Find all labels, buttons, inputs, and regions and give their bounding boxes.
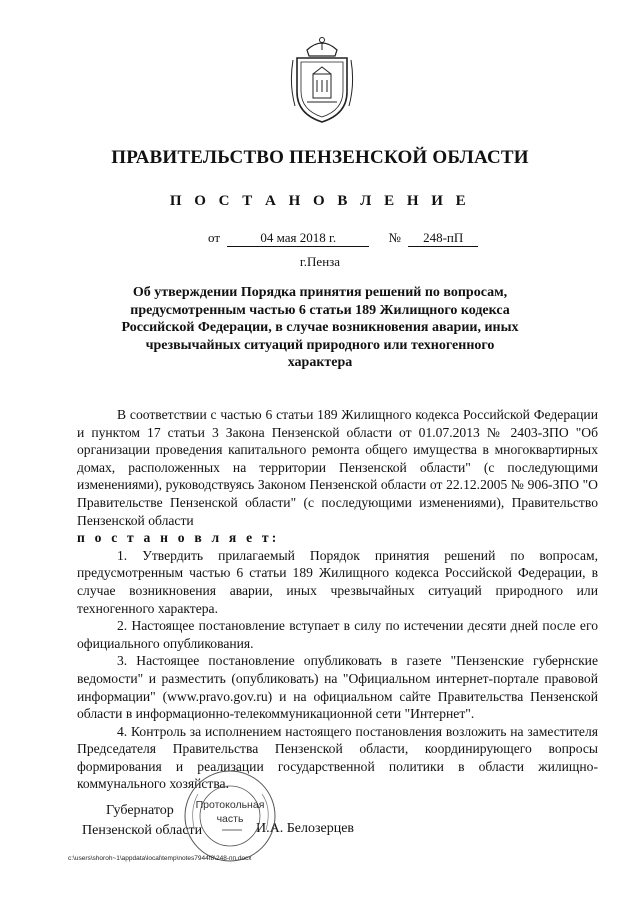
preamble-paragraph: В соответствии с частью 6 статьи 189 Жилищного кодекса Российской Федерации и пунктом 17 статьи 3 Закона Пензенской области от 01.07.2013 № 2403-ЗПО "Об организации проведения капитального ремонта общего имущества в многоквартирных домах, расположенных на территории Пензенской области" (с последующими изменениями), руководствуясь Законом Пензенской области от 22.12.2005 № 906-ЗПО "О Правительстве Пензенской области" (с последующими изменениями), Правительство Пензенской области [77, 407, 598, 528]
protocol-stamp [182, 768, 278, 864]
date-label: от [208, 230, 221, 245]
document-type-heading: П О С Т А Н О В Л Е Н И Е [169, 193, 471, 209]
date-value: 04 мая 2018 г. [227, 230, 369, 247]
number-value: 248-пП [408, 230, 478, 247]
stamp-text-line1: Протокольная [195, 799, 265, 811]
resolves-line [77, 529, 598, 547]
clause-1: 1. Утвердить прилагаемый Порядок принятия решений по вопросам, предусмотренным частью 6 статьи 189 Жилищного кодекса Российской Федерации, в случае возникновения аварии, иных чрезвычайных ситуаций природного или техногенного характера. [77, 547, 598, 616]
document-subject: Об утверждении Порядка принятия решений по вопросам, предусмотренным частью 6 статьи 189 Жилищного кодекса Российской Федерации, в случае возникновения аварии, иных чрезвычайных ситуаций природного или техногенного характера [121, 285, 519, 370]
document-body [77, 406, 598, 793]
coat-of-arms-emblem [289, 34, 355, 126]
date-number-line [208, 230, 478, 247]
signatory-name: И.А. Белозерцев [256, 821, 355, 836]
clause-4: 4. Контроль за исполнением настоящего постановления возложить на заместителя Председателя Правительства Пензенской области, координирующего вопросы формирования и реализации государственной политики в области жилищно-коммунального хозяйства. [77, 723, 598, 792]
city-label: г.Пенза [299, 254, 341, 269]
resolves-keyword: п о с т а н о в л я е т: [77, 530, 280, 546]
clause-3: 3. Настоящее постановление опубликовать в газете "Пензенские губернские ведомости" и разместить (опубликовать) на "Официальном интернет-портале правовой информации" (www.pravo.gov.ru) и на официальном сайте Правительства Пензенской области в информационно-телекоммуникационной сети "Интернет". [77, 653, 598, 722]
government-title: ПРАВИТЕЛЬСТВО ПЕНЗЕНСКОЙ ОБЛАСТИ [111, 147, 529, 168]
file-path-footer: c:\users\shoroh~1\appdata\local\temp\notes7944f8\248-пп.docx [68, 855, 252, 862]
clause-2: 2. Настоящее постановление вступает в силу по истечении десяти дней после его официального опубликования. [77, 618, 598, 651]
stamp-text-line2: часть [216, 813, 244, 825]
signatory-title-line2: Пензенской области [82, 823, 203, 838]
number-label: № [388, 230, 401, 245]
signatory-title-line1: Губернатор [106, 803, 174, 818]
